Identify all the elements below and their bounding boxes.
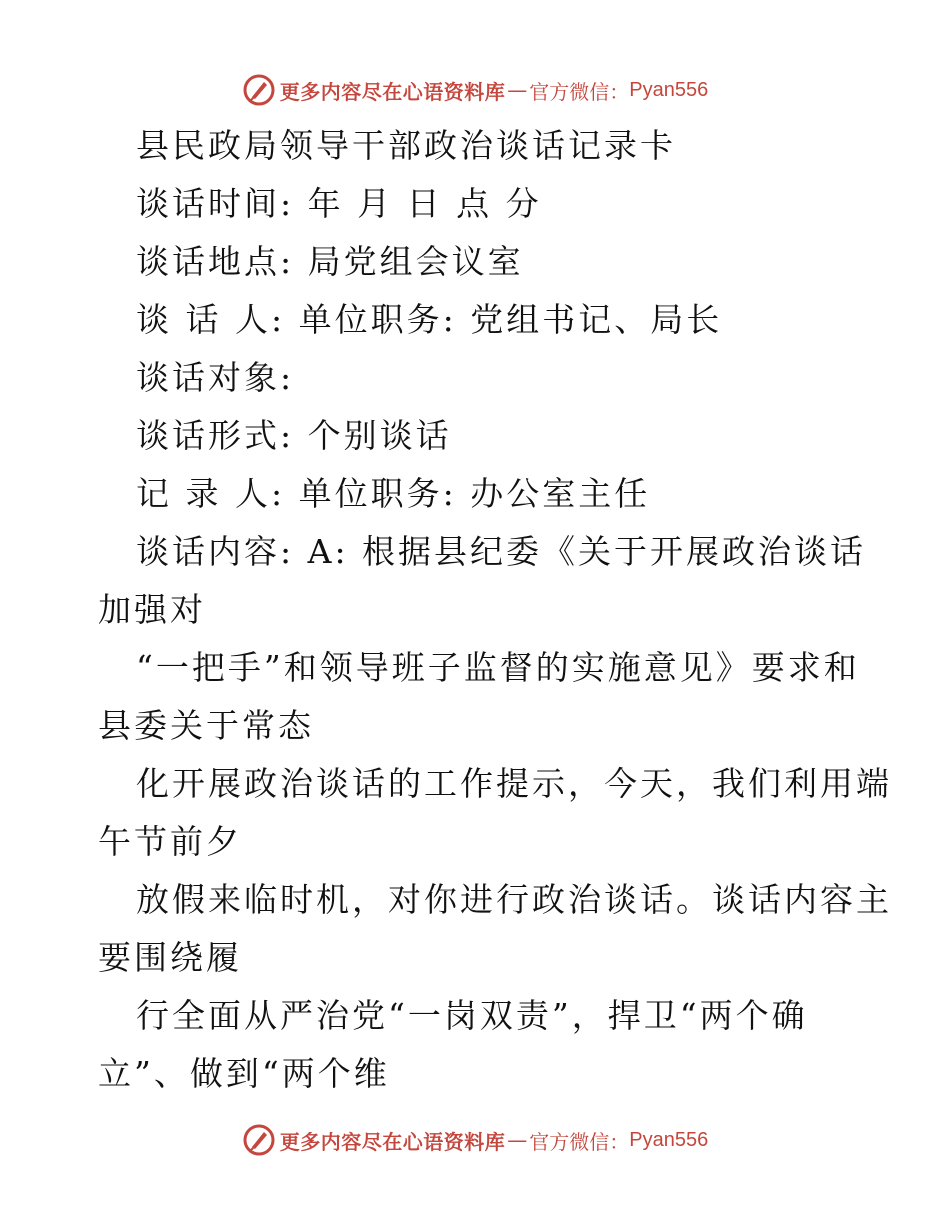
watermark-site-text: 更多内容尽在心语资料库: [279, 79, 506, 104]
content-line: 加强对: [98, 590, 206, 629]
content-line: 化开展政治谈话的工作提示，今天，我们利用端: [136, 764, 892, 803]
watermark-wechat-id: Pyan556: [629, 78, 709, 101]
content-line: 行全面从严治党“一岗双责”，捍卫“两个确: [136, 996, 808, 1035]
speaker-line: 谈 话 人: 单位职务: 党组书记、局长: [136, 300, 723, 339]
header-watermark: [0, 70, 950, 110]
watermark-site-text: 更多内容尽在心语资料库: [279, 1129, 506, 1154]
content-line: 要围绕履: [98, 938, 242, 977]
content-line: 立”、做到“两个维: [98, 1054, 390, 1093]
content-line: 放假来临时机，对你进行政治谈话。谈话内容主: [136, 880, 892, 919]
talk-form-line: 谈话形式: 个别谈话: [136, 416, 452, 455]
record-title: 县民政局领导干部政治谈话记录卡: [136, 126, 676, 165]
content-line: 谈话内容: A: 根据县纪委《关于开展政治谈话: [136, 532, 867, 571]
talk-time-line: 谈话时间: 年 月 日 点 分: [136, 184, 542, 223]
quill-logo-icon: [242, 73, 276, 107]
content-line: 午节前夕: [98, 822, 242, 861]
content-line: “一把手”和领导班子监督的实施意见》要求和: [136, 648, 860, 687]
footer-watermark: [0, 1120, 950, 1160]
quill-logo-icon: [242, 1123, 276, 1157]
content-line: 县委关于常态: [98, 706, 314, 745]
talk-target-line: 谈话对象:: [136, 358, 295, 397]
watermark-separator: —: [507, 1128, 528, 1152]
recorder-line: 记 录 人: 单位职务: 办公室主任: [136, 474, 651, 513]
watermark-wechat-label: 官方微信：: [529, 79, 630, 104]
watermark-separator: —: [507, 78, 528, 102]
watermark-wechat-id: Pyan556: [629, 1128, 709, 1151]
watermark-wechat-label: 官方微信：: [529, 1129, 630, 1154]
talk-place-line: 谈话地点: 局党组会议室: [136, 242, 524, 281]
